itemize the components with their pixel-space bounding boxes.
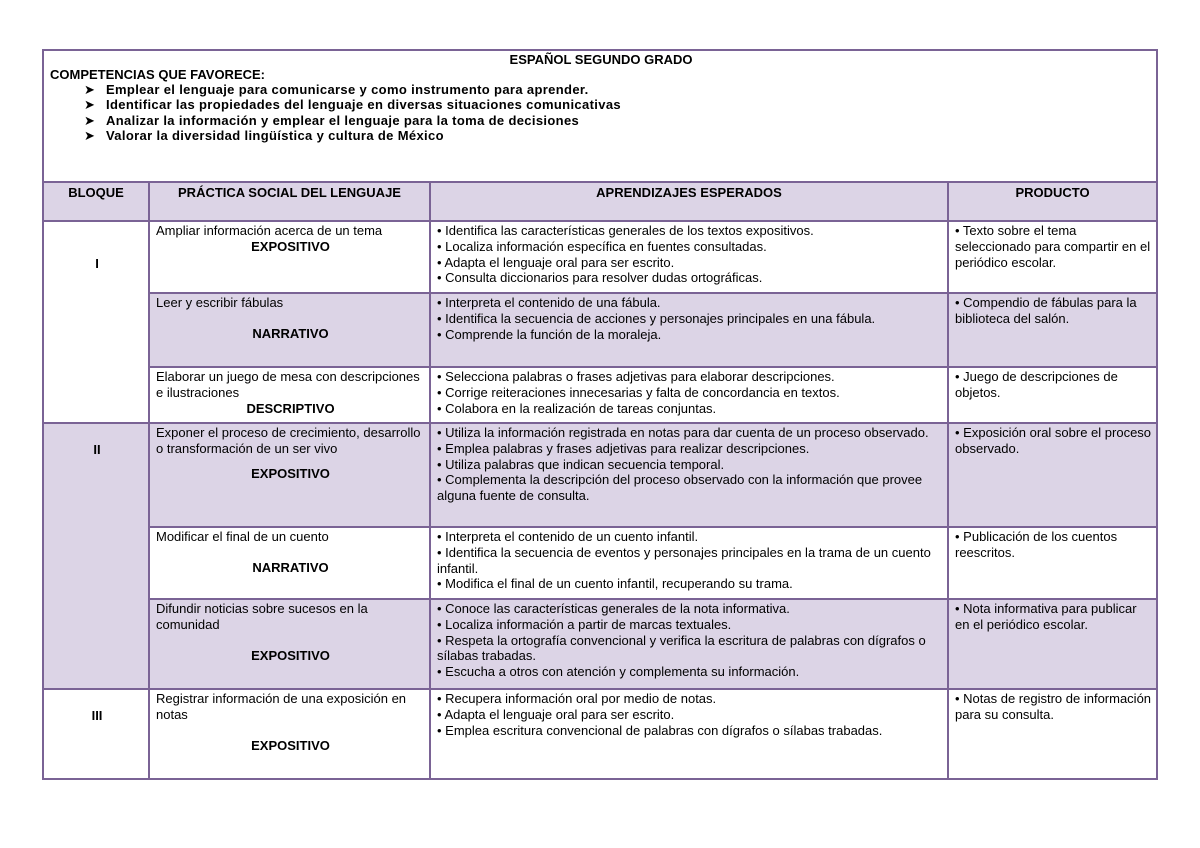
column-header-aprendizajes: APRENDIZAJES ESPERADOS (430, 182, 948, 221)
curriculum-document (42, 49, 1156, 780)
header-cell (43, 50, 1157, 182)
table-row (43, 527, 1157, 599)
bloque-label: I (95, 256, 99, 271)
competencia-item (84, 82, 1152, 97)
aprendizajes-cell (430, 423, 948, 527)
practica-text: Ampliar información acerca de un tema (156, 223, 383, 238)
arrowhead-bullet-icon: ➤ (84, 97, 96, 113)
competencia-text: Identificar las propiedades del lenguaje en diversas situaciones comunicativas (106, 97, 621, 113)
producto-cell: • Compendio de fábulas para la biblioteca del salón. (948, 293, 1157, 367)
column-header-producto: PRODUCTO (948, 182, 1157, 221)
aprendizaje-item: • Identifica la secuencia de eventos y personajes principales en la trama de un cuento infantil. (437, 544, 931, 576)
aprendizajes-cell (430, 367, 948, 423)
practica-text: Difundir noticias sobre sucesos en la comunidad (156, 601, 368, 632)
competencia-text: Valorar la diversidad lingüística y cultura de México (106, 127, 444, 143)
aprendizaje-item: • Localiza información a partir de marcas textuales. (437, 616, 732, 632)
aprendizaje-item: • Consulta diccionarios para resolver dudas ortográficas. (437, 270, 763, 286)
practica-cell (149, 599, 430, 689)
aprendizajes-cell (430, 689, 948, 779)
aprendizaje-item: • Recupera información oral por medio de notas. (437, 691, 717, 706)
column-header-row (43, 182, 1157, 221)
producto-cell: • Juego de descripciones de objetos. (948, 367, 1157, 423)
aprendizaje-item: • Escucha a otros con atención y complementa su información. (437, 664, 800, 680)
bloque-cell (43, 689, 149, 779)
practica-cell (149, 221, 430, 293)
competencia-text: Emplear el lenguaje para comunicarse y como instrumento para aprender. (106, 82, 589, 97)
producto-cell: • Notas de registro de información para su consulta. (948, 689, 1157, 779)
aprendizaje-item: • Interpreta el contenido de una fábula. (437, 295, 661, 310)
practica-text: Registrar información de una exposición en notas (156, 691, 407, 722)
practica-text: Exponer el proceso de crecimiento, desarrollo o transformación de un ser vivo (156, 425, 421, 456)
practica-text: Modificar el final de un cuento (156, 529, 329, 544)
aprendizaje-item: • Adapta el lenguaje oral para ser escrito. (437, 706, 675, 722)
aprendizaje-item: • Colabora en la realización de tareas conjuntas. (437, 400, 717, 416)
practica-cell (149, 527, 430, 599)
document-title: ESPAÑOL SEGUNDO GRADO (509, 52, 693, 67)
arrowhead-bullet-icon: ➤ (84, 127, 96, 143)
practica-cell (149, 689, 430, 779)
aprendizaje-item: • Adapta el lenguaje oral para ser escrito. (437, 254, 675, 270)
aprendizaje-item: • Interpreta el contenido de un cuento infantil. (437, 529, 699, 544)
aprendizaje-item: • Localiza información específica en fuentes consultadas. (437, 238, 767, 254)
table-row (43, 221, 1157, 293)
aprendizaje-item: • Identifica las características generales de los textos expositivos. (437, 223, 814, 238)
aprendizaje-item: • Respeta la ortografía convencional y verifica la escritura de palabras con dígrafos o sílabas trabadas. (437, 632, 926, 664)
producto-cell: • Nota informativa para publicar en el periódico escolar. (948, 599, 1157, 689)
aprendizaje-item: • Conoce las características generales de la nota informativa. (437, 601, 790, 616)
competencia-item (84, 113, 1152, 128)
competencia-text: Analizar la información y emplear el lenguaje para la toma de decisiones (106, 112, 580, 128)
competencias-list (50, 82, 1152, 143)
practica-type: EXPOSITIVO (251, 465, 330, 481)
aprendizajes-cell (430, 293, 948, 367)
aprendizajes-cell (430, 527, 948, 599)
arrowhead-bullet-icon: ➤ (84, 112, 96, 128)
table-row (43, 599, 1157, 689)
bloque-cell (43, 221, 149, 423)
practica-type: DESCRIPTIVO (246, 400, 335, 416)
producto-cell: • Texto sobre el tema seleccionado para compartir en el periódico escolar. (948, 221, 1157, 293)
competencia-item (84, 128, 1152, 143)
practica-type: EXPOSITIVO (251, 647, 330, 663)
aprendizaje-item: • Corrige reiteraciones innecesarias y falta de concordancia en textos. (437, 384, 840, 400)
competencias-label: COMPETENCIAS QUE FAVORECE: (50, 67, 266, 82)
aprendizaje-item: • Comprende la función de la moraleja. (437, 326, 662, 342)
competencia-item (84, 97, 1152, 112)
aprendizaje-item: • Emplea palabras y frases adjetivas para realizar descripciones. (437, 440, 810, 456)
arrowhead-bullet-icon: ➤ (84, 82, 96, 97)
bloque-label: III (91, 708, 103, 723)
table-row (43, 367, 1157, 423)
bloque-label: II (93, 442, 101, 457)
bloque-cell (43, 423, 149, 689)
aprendizaje-item: • Identifica la secuencia de acciones y personajes principales en una fábula. (437, 310, 876, 326)
column-header-bloque: BLOQUE (43, 182, 149, 221)
header-row (43, 50, 1157, 182)
table-row (43, 689, 1157, 779)
practica-type: EXPOSITIVO (251, 737, 330, 753)
practica-cell (149, 423, 430, 527)
aprendizaje-item: • Utiliza la información registrada en notas para dar cuenta de un proceso observado. (437, 425, 929, 440)
practica-cell (149, 367, 430, 423)
practica-type: EXPOSITIVO (251, 238, 330, 254)
aprendizaje-item: • Complementa la descripción del proceso observado con la información que provee alguna fuente de consulta. (437, 472, 923, 504)
aprendizajes-cell (430, 599, 948, 689)
aprendizaje-item: • Utiliza palabras que indican secuencia temporal. (437, 456, 725, 472)
practica-text: Elaborar un juego de mesa con descripciones e ilustraciones (156, 369, 420, 400)
practica-text: Leer y escribir fábulas (156, 295, 284, 310)
table-row (43, 293, 1157, 367)
aprendizajes-cell (430, 221, 948, 293)
practica-type: NARRATIVO (252, 325, 329, 341)
column-header-practica: PRÁCTICA SOCIAL DEL LENGUAJE (149, 182, 430, 221)
producto-cell: • Exposición oral sobre el proceso observado. (948, 423, 1157, 527)
aprendizaje-item: • Emplea escritura convencional de palabras con dígrafos o sílabas trabadas. (437, 722, 883, 738)
practica-cell (149, 293, 430, 367)
practica-type: NARRATIVO (252, 559, 329, 575)
curriculum-table (42, 49, 1158, 780)
aprendizaje-item: • Selecciona palabras o frases adjetivas para elaborar descripciones. (437, 369, 835, 384)
aprendizaje-item: • Modifica el final de un cuento infantil, recuperando su trama. (437, 576, 793, 592)
producto-cell: • Publicación de los cuentos reescritos. (948, 527, 1157, 599)
table-row (43, 423, 1157, 527)
